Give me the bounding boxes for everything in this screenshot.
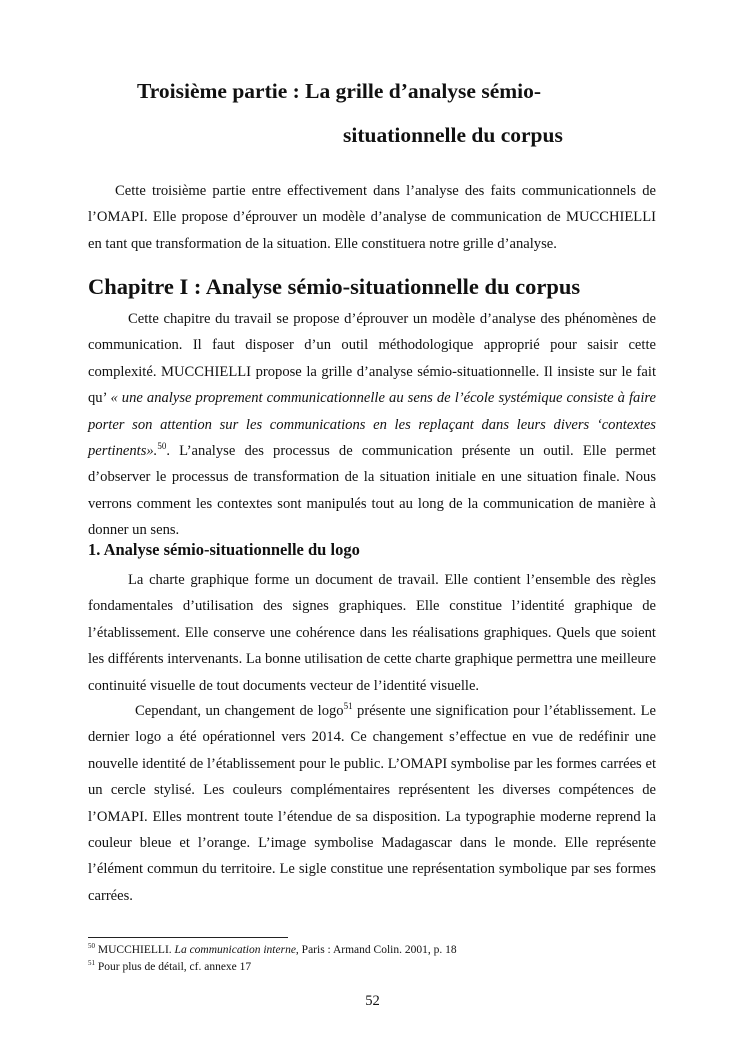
footnote-50 [88, 944, 457, 956]
page-title-line1: Troisième partie : La grille d’analyse sémio- [137, 79, 542, 103]
section-paragraph-2 [88, 698, 656, 909]
footnote-text: Pour plus de détail, cf. annexe 17 [95, 961, 252, 973]
footnote-number: 51 [88, 959, 95, 968]
page-number: 52 [365, 993, 380, 1009]
chapter-quote: « une analyse proprement communicationnelle au sens de l’école systémique consiste à faire porter son attention sur les communications en les replaçant dans leurs divers ‘contextes pertinents». [88, 390, 656, 460]
footnote-divider [88, 937, 288, 938]
section-paragraph-1 [88, 567, 656, 699]
chapter-text-end: . L’analyse des processus de communication présente un outil. Elle permet d’observer le processus de transformation de la situation initiale en une situation finale. Nous verrons comment les contextes sont manipulés tout au long de la communication de manière à donner un sens. [88, 443, 656, 539]
section-text-2-start: Cependant, un changement de logo [135, 703, 344, 719]
footnote-text: , Paris : Armand Colin. 2001, p. 18 [295, 944, 457, 956]
intro-paragraph [88, 178, 656, 257]
section-text-1: La charte graphique forme un document de travail. Elle contient l’ensemble des règles fondamentales d’utilisation des signes graphiques. Elle constitue l’identité graphique de l’établissement. Elle conserve une cohérence dans les réalisations graphiques. Quels que soient les différents intervenants. La bonne utilisation de cette charte graphique permettra une meilleure continuité visuelle de tout documents vecteur de l’identité visuelle. [88, 572, 656, 694]
footnote-51 [88, 961, 251, 973]
footnote-number: 50 [88, 942, 95, 951]
section-text-2-end: présente une signification pour l’établissement. Le dernier logo a été opérationnel vers 2014. Ce changement s’effectue en vue de redéfinir une nouvelle identité de l’établissement pour le public. L’OMAPI symbolise par les formes carrées et un cercle stylisé. Les couleurs complémentaires représentent les diverses compétences de l’OMAPI. Elles montrent toute l’étendue de sa disposition. La typographie moderne reprend la couleur bleue et l’orange. L’image symbolise Madagascar dans le monde. Elle représente l’élément commun du territoire. Le sigle constitue une représentation symbolique par ses formes carrées. [88, 703, 656, 904]
footnote-ref-50[interactable]: 50 [157, 441, 167, 452]
chapter-heading: Chapitre I : Analyse sémio-situationnelle du corpus [88, 274, 581, 299]
footnote-text: MUCCHIELLI. [95, 944, 175, 956]
footnote-book-title: La communication interne [174, 944, 296, 956]
section-heading: 1. Analyse sémio-situationnelle du logo [88, 540, 360, 559]
chapter-text-start: Cette chapitre du travail se propose d’éprouver un modèle d’analyse des phénomènes de communication. Il faut disposer d’un outil méthodologique approprié pour saisir cette complexité. MUCCHIELLI propose la grille d’analyse sémio-situationnelle. Il insiste sur le fait qu’ [88, 311, 656, 407]
intro-text: Cette troisième partie entre effectivement dans l’analyse des faits communicationnels de l’OMAPI. Elle propose d’éprouver un modèle d’analyse de communication de MUCCHIELLI en tant que transformation de la situation. Elle constituera notre grille d’analyse. [88, 183, 656, 252]
footnote-ref-51[interactable]: 51 [343, 701, 353, 712]
page-title-line2: situationnelle du corpus [343, 123, 563, 147]
chapter-paragraph [88, 306, 656, 544]
